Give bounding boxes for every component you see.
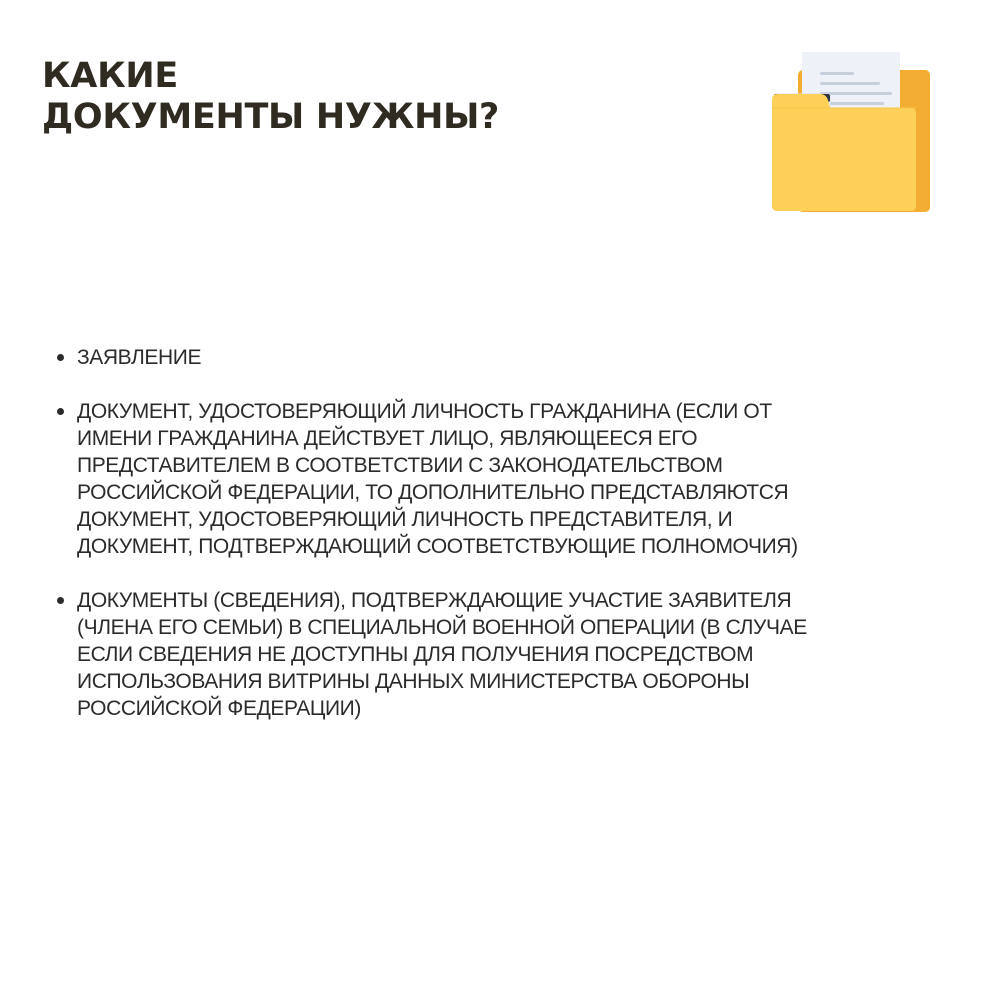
list-item-text: ЕСЛИ СВЕДЕНИЯ НЕ ДОСТУПНЫ ДЛЯ ПОЛУЧЕНИЯ ПОСРЕДСТВОМ (77, 643, 754, 666)
bullet-icon (57, 597, 64, 604)
list-item-text: ПРЕДСТАВИТЕЛЕМ В СООТВЕТСТВИИ С ЗАКОНОДАТЕЛЬСТВОМ (77, 454, 723, 477)
title-line-1: КАКИЕ (42, 56, 179, 96)
list-item-text: РОССИЙСКОЙ ФЕДЕРАЦИИ, ТО ДОПОЛНИТЕЛЬНО ПРЕДСТАВЛЯЮТСЯ (77, 481, 789, 504)
list-item-text: ДОКУМЕНТ, УДОСТОВЕРЯЮЩИЙ ЛИЧНОСТЬ ГРАЖДАНИНА (ЕСЛИ ОТ (77, 400, 772, 423)
folder-with-documents-icon (768, 48, 934, 214)
list-item-text: ДОКУМЕНТ, УДОСТОВЕРЯЮЩИЙ ЛИЧНОСТЬ ПРЕДСТАВИТЕЛЯ, И (77, 508, 733, 531)
bullet-icon (57, 354, 64, 361)
list-item-text: ЗАЯВЛЕНИЕ (77, 346, 202, 369)
list-item (77, 398, 957, 560)
list-item-text: (ЧЛЕНА ЕГО СЕМЬИ) В СПЕЦИАЛЬНОЙ ВОЕННОЙ ОПЕРАЦИИ (В СЛУЧАЕ (77, 616, 807, 639)
list-item-text: РОССИЙСКОЙ ФЕДЕРАЦИИ) (77, 697, 361, 720)
list-item (77, 587, 957, 722)
list-item-text: ДОКУМЕНТ, ПОДТВЕРЖДАЮЩИЙ СООТВЕТСТВУЮЩИЕ ПОЛНОМОЧИЯ) (77, 535, 798, 558)
bullet-icon (57, 408, 64, 415)
page-title (42, 56, 499, 138)
list-item (77, 344, 957, 371)
list-item-text: ИСПОЛЬЗОВАНИЯ ВИТРИНЫ ДАННЫХ МИНИСТЕРСТВА ОБОРОНЫ (77, 670, 750, 693)
documents-list (77, 344, 957, 749)
list-item-text: ДОКУМЕНТЫ (СВЕДЕНИЯ), ПОДТВЕРЖДАЮЩИЕ УЧАСТИЕ ЗАЯВИТЕЛЯ (77, 589, 792, 612)
list-item-text: ИМЕНИ ГРАЖДАНИНА ДЕЙСТВУЕТ ЛИЦО, ЯВЛЯЮЩЕЕСЯ ЕГО (77, 427, 698, 450)
title-line-2: ДОКУМЕНТЫ НУЖНЫ? (42, 97, 500, 137)
